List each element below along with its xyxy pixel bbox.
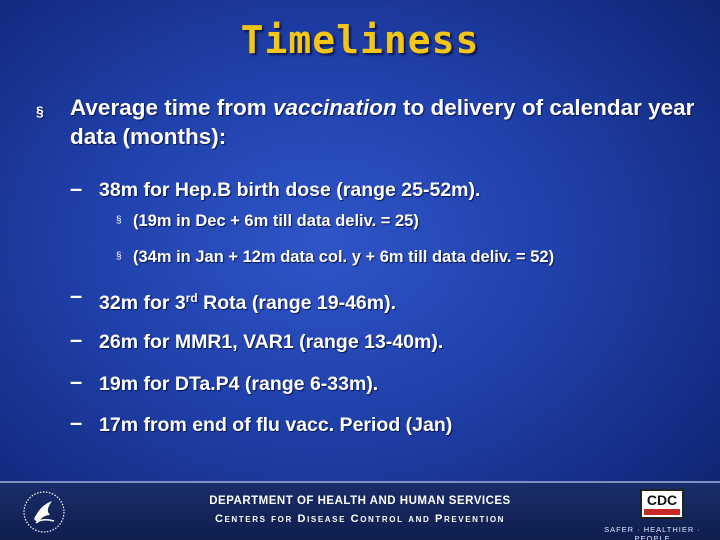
cdc-logo-bar	[644, 509, 680, 515]
main-bullet-suffix: to delivery of calendar year data (months):	[70, 95, 695, 149]
centers-name: Centers for Disease Control and Prevention	[214, 513, 506, 525]
sub-bullet-mmr: 26m for MMR1, VAR1 (range 13-40m).	[99, 331, 444, 353]
dash-icon: –	[70, 327, 83, 352]
dash-icon: –	[70, 283, 83, 308]
sub-sub-bullet-dec: (19m in Dec + 6m till data deliv. = 25)	[133, 212, 419, 230]
sub-bullet-rota	[99, 286, 396, 315]
footer-banner	[0, 481, 720, 540]
rota-text-sup: rd	[185, 291, 198, 305]
main-bullet-emphasis: vaccination	[272, 95, 397, 120]
slide-title: Timeliness	[240, 18, 480, 62]
bullet-icon: §	[36, 103, 44, 119]
cdc-tagline: SAFER · HEALTHIER · PEOPLE	[604, 525, 701, 540]
rota-text-pre: 32m for 3	[99, 292, 186, 314]
dash-icon: –	[70, 369, 83, 394]
dash-icon: –	[70, 410, 83, 435]
sub-bullet-dtap: 19m for DTa.P4 (range 6-33m).	[99, 373, 379, 395]
bullet-icon: §	[116, 251, 122, 262]
bullet-icon: §	[116, 215, 122, 226]
main-bullet-prefix: Average time from	[70, 95, 273, 120]
sub-sub-bullet-jan: (34m in Jan + 12m data col. y + 6m till data deliv. = 52)	[133, 248, 555, 266]
department-name: DEPARTMENT OF HEALTH AND HUMAN SERVICES	[209, 495, 511, 507]
sub-bullet-flu: 17m from end of flu vacc. Period (Jan)	[99, 414, 453, 436]
main-bullet-text	[70, 93, 700, 151]
sub-bullet-hepb: 38m for Hep.B birth dose (range 25-52m).	[99, 179, 481, 201]
dash-icon: –	[70, 176, 83, 201]
rota-text-post: Rota (range 19-46m).	[197, 292, 397, 314]
cdc-logo-text: CDC	[646, 492, 678, 508]
cdc-logo-icon	[640, 489, 684, 519]
